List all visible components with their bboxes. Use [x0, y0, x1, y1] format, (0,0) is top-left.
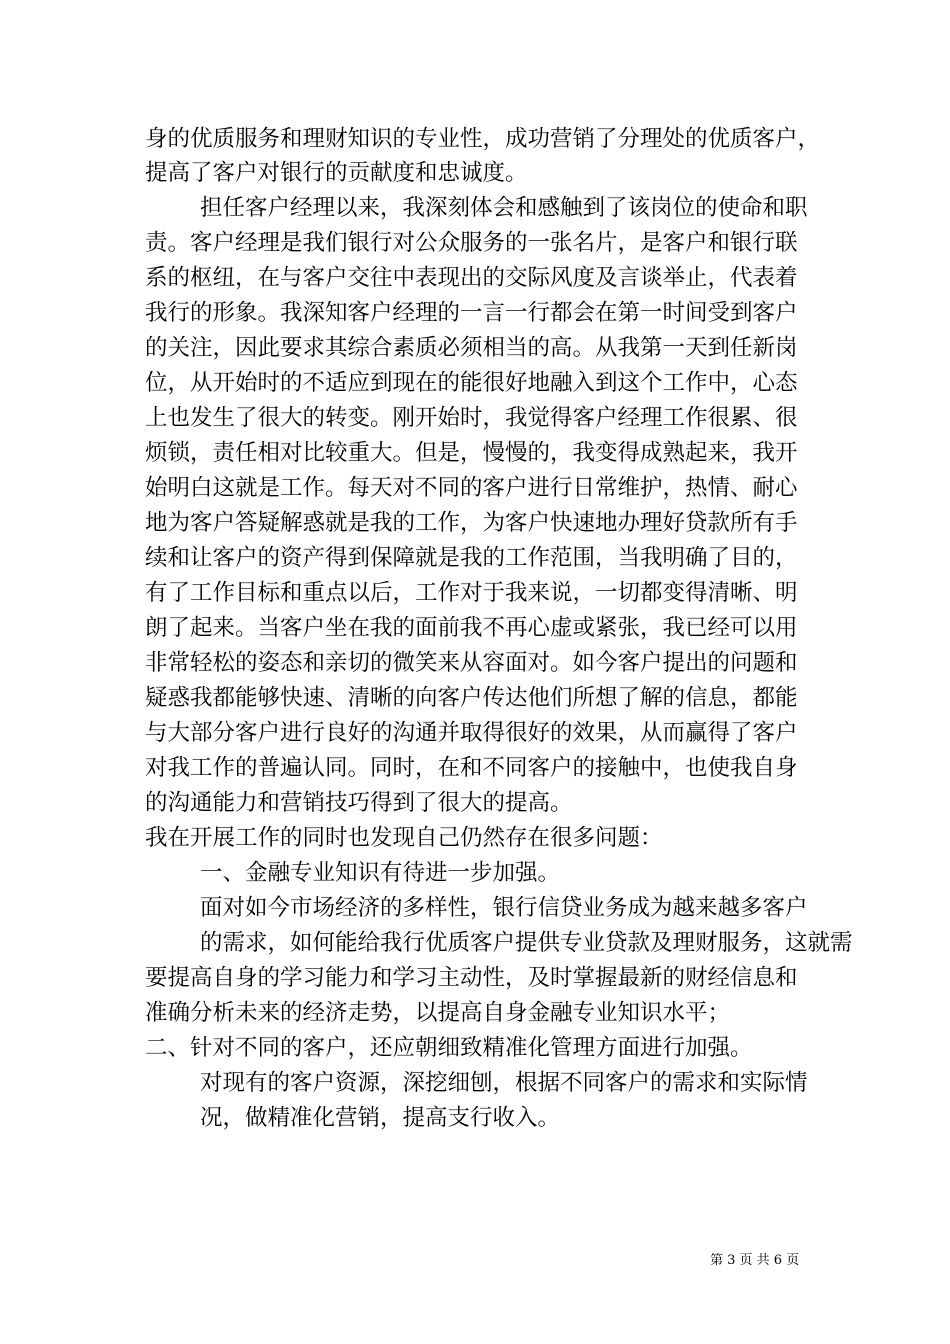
text-line: 朗了起来。当客户坐在我的面前我不再心虚或紧张，我已经可以用 — [145, 615, 798, 641]
text-line: 的沟通能力和营销技巧得到了很大的提高。 — [145, 790, 573, 816]
text-line: 烦锁，责任相对比较重大。但是，慢慢的，我变得成熟起来，我开 — [145, 440, 798, 466]
text-line: 身的优质服务和理财知识的专业性，成功营销了分理处的优质客户， — [145, 126, 821, 152]
text-line: 的关注，因此要求其综合素质必须相当的高。从我第一天到任新岗 — [145, 335, 798, 361]
text-line: 上也发生了很大的转变。刚开始时，我觉得客户经理工作很累、很 — [145, 405, 798, 431]
paragraph-start-line: 一、金融专业知识有待进一步加强。 — [200, 860, 561, 886]
text-line: 地为客户答疑解惑就是我的工作，为客户快速地办理好贷款所有手 — [145, 510, 798, 536]
text-line: 二、针对不同的客户，还应朝细致精准化管理方面进行加强。 — [145, 1035, 753, 1061]
text-line: 位，从开始时的不适应到现在的能很好地融入到这个工作中，心态 — [145, 370, 798, 396]
heading-line: 对现有的客户资源，深挖细刨，根据不同客户的需求和实际情 — [200, 1070, 808, 1096]
text-line: 提高了客户对银行的贡献度和忠诚度。 — [145, 160, 528, 186]
paragraph-start-line: 的需求，如何能给我行优质客户提供专业贷款及理财服务，这就需 — [200, 930, 853, 956]
heading-line: 面对如今市场经济的多样性，银行信贷业务成为越来越多客户 — [200, 895, 808, 921]
text-line: 系的枢纽，在与客户交往中表现出的交际风度及言谈举止，代表着 — [145, 265, 798, 291]
text-line: 我在开展工作的同时也发现自己仍然存在很多问题： — [145, 825, 663, 851]
text-line: 有了工作目标和重点以后，工作对于我来说，一切都变得清晰、明 — [145, 580, 798, 606]
paragraph-start-line: 担任客户经理以来，我深刻体会和感触到了该岗位的使命和职 — [200, 195, 808, 221]
text-line: 要提高自身的学习能力和学习主动性，及时掌握最新的财经信息和 — [145, 965, 798, 991]
text-line: 疑惑我都能够快速、清晰的向客户传达他们所想了解的信息，都能 — [145, 685, 798, 711]
paragraph-start-line: 况，做精准化营销，提高支行收入。 — [200, 1105, 561, 1131]
text-line: 对我工作的普遍认同。同时，在和不同客户的接触中，也使我自身 — [145, 755, 798, 781]
text-line: 与大部分客户进行良好的沟通并取得很好的效果，从而赢得了客户 — [145, 720, 798, 746]
text-line: 准确分析未来的经济走势，以提高自身金融专业知识水平； — [145, 1000, 731, 1026]
text-line: 我行的形象。我深知客户经理的一言一行都会在第一时间受到客户 — [145, 300, 798, 326]
text-line: 续和让客户的资产得到保障就是我的工作范围，当我明确了目的， — [145, 545, 798, 571]
text-line: 始明白这就是工作。每天对不同的客户进行日常维护，热情、耐心 — [145, 475, 798, 501]
page-number: 第 3 页 共 6 页 — [710, 1253, 800, 1268]
text-line: 责。客户经理是我们银行对公众服务的一张名片，是客户和银行联 — [145, 230, 798, 256]
text-line: 非常轻松的姿态和亲切的微笑来从容面对。如今客户提出的问题和 — [145, 650, 798, 676]
